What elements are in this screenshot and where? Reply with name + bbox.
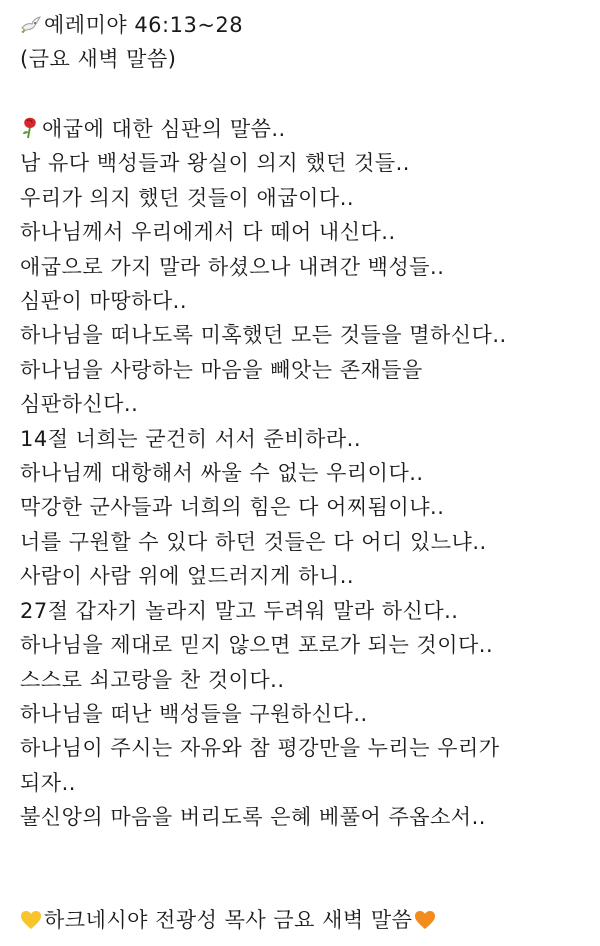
footer-text: 하크네시야 전광성 목사 금요 새벽 말씀 — [44, 908, 413, 932]
sermon-line: 우리가 의지 했던 것들이 애굽이다.. — [20, 185, 355, 210]
sermon-notes — [20, 112, 507, 835]
sermon-line: 하나님을 떠난 백성들을 구원하신다.. — [20, 701, 368, 726]
sermon-line: 하나님을 떠나도록 미혹했던 모든 것들을 멸하신다.. — [20, 323, 507, 348]
header — [20, 8, 243, 76]
sermon-line: 너를 구원할 수 있다 하던 것들은 다 어디 있느냐.. — [20, 529, 487, 554]
footer-line — [20, 903, 438, 937]
service-subtitle: (금요 새벽 말씀) — [20, 47, 177, 71]
sermon-line — [20, 112, 507, 146]
footer-signature — [20, 903, 438, 937]
sermon-line: 하나님께서 우리에게서 다 떼어 내신다.. — [20, 220, 396, 245]
sermon-line: 남 유다 백성들과 왕실이 의지 했던 것들.. — [20, 151, 410, 176]
sermon-line: 되자.. — [20, 770, 76, 795]
scripture-reference: 예레미야 46:13~28 — [44, 13, 244, 37]
sermon-line: 애굽으로 가지 말라 하셨으나 내려간 백성들.. — [20, 254, 445, 279]
sermon-line: 스스로 쇠고랑을 찬 것이다.. — [20, 667, 285, 692]
sermon-line: 하나님이 주시는 자유와 참 평강만을 누리는 우리가 — [20, 736, 500, 761]
sermon-line: 하나님께 대항해서 싸울 수 없는 우리이다.. — [20, 461, 424, 486]
sermon-line: 하나님을 사랑하는 마음을 빼앗는 존재들을 — [20, 357, 423, 382]
sermon-line: 하나님을 제대로 믿지 않으면 포로가 되는 것이다.. — [20, 633, 494, 658]
rose-icon — [20, 117, 40, 139]
sermon-line: 심판이 마땅하다.. — [20, 289, 188, 314]
sermon-line: 27절 갑자기 놀라지 말고 두려워 말라 하신다.. — [20, 598, 459, 623]
sermon-line: 막강한 군사들과 너희의 힘은 다 어찌됨이냐.. — [20, 495, 445, 520]
sermon-line: 불신앙의 마음을 버리도록 은혜 베풀어 주옵소서.. — [20, 805, 486, 830]
scripture-reference-line — [20, 8, 243, 42]
yellow-heart-icon — [20, 910, 42, 930]
dove-icon — [20, 15, 42, 35]
orange-heart-icon — [414, 910, 436, 930]
sermon-line: 14절 너희는 굳건히 서서 준비하라.. — [20, 426, 361, 451]
sermon-line: 사람이 사람 위에 엎드러지게 하니.. — [20, 564, 355, 589]
sermon-line: 심판하신다.. — [20, 392, 139, 417]
sermon-line-text: 애굽에 대한 심판의 말씀.. — [42, 117, 286, 141]
